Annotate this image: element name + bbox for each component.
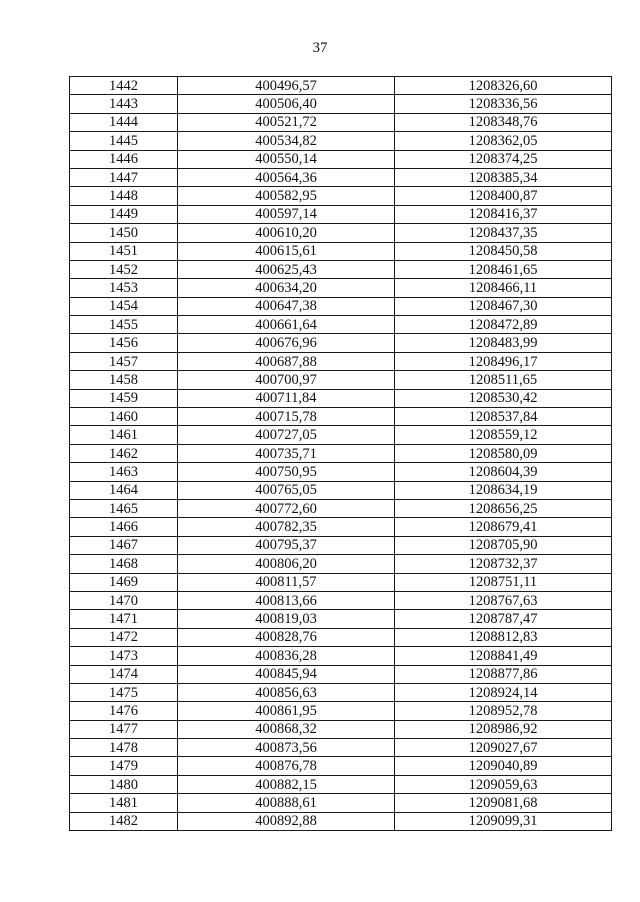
y-coordinate-cell: 1208537,84: [395, 408, 612, 426]
y-coordinate-cell: 1208496,17: [395, 352, 612, 370]
table-row: [70, 242, 612, 260]
x-coordinate-cell: 400750,95: [178, 463, 395, 481]
y-coordinate-cell: 1209099,31: [395, 812, 612, 830]
y-coordinate-cell: 1209059,63: [395, 775, 612, 793]
point-number-cell: 1446: [70, 150, 178, 168]
point-number-cell: 1465: [70, 499, 178, 517]
table-row: [70, 573, 612, 591]
table-row: [70, 628, 612, 646]
point-number-cell: 1454: [70, 297, 178, 315]
table-row: [70, 444, 612, 462]
x-coordinate-cell: 400765,05: [178, 481, 395, 499]
point-number-cell: 1472: [70, 628, 178, 646]
point-number-cell: 1458: [70, 371, 178, 389]
y-coordinate-cell: 1208362,05: [395, 132, 612, 150]
table-row: [70, 665, 612, 683]
point-number-cell: 1459: [70, 389, 178, 407]
x-coordinate-cell: 400625,43: [178, 260, 395, 278]
x-coordinate-cell: 400819,03: [178, 610, 395, 628]
x-coordinate-cell: 400735,71: [178, 444, 395, 462]
table-row: [70, 610, 612, 628]
table-row: [70, 702, 612, 720]
x-coordinate-cell: 400888,61: [178, 794, 395, 812]
y-coordinate-cell: 1208787,47: [395, 610, 612, 628]
x-coordinate-cell: 400806,20: [178, 555, 395, 573]
point-number-cell: 1447: [70, 168, 178, 186]
y-coordinate-cell: 1208385,34: [395, 168, 612, 186]
y-coordinate-cell: 1208467,30: [395, 297, 612, 315]
x-coordinate-cell: 400496,57: [178, 77, 395, 95]
y-coordinate-cell: 1208986,92: [395, 720, 612, 738]
point-number-cell: 1451: [70, 242, 178, 260]
table-row: [70, 739, 612, 757]
table-row: [70, 95, 612, 113]
x-coordinate-cell: 400845,94: [178, 665, 395, 683]
y-coordinate-cell: 1208326,60: [395, 77, 612, 95]
point-number-cell: 1450: [70, 224, 178, 242]
x-coordinate-cell: 400892,88: [178, 812, 395, 830]
point-number-cell: 1460: [70, 408, 178, 426]
point-number-cell: 1442: [70, 77, 178, 95]
point-number-cell: 1469: [70, 573, 178, 591]
y-coordinate-cell: 1208348,76: [395, 113, 612, 131]
x-coordinate-cell: 400564,36: [178, 168, 395, 186]
point-number-cell: 1466: [70, 518, 178, 536]
table-row: [70, 499, 612, 517]
y-coordinate-cell: 1209040,89: [395, 757, 612, 775]
point-number-cell: 1480: [70, 775, 178, 793]
x-coordinate-cell: 400811,57: [178, 573, 395, 591]
y-coordinate-cell: 1208437,35: [395, 224, 612, 242]
y-coordinate-cell: 1208812,83: [395, 628, 612, 646]
y-coordinate-cell: 1208559,12: [395, 426, 612, 444]
y-coordinate-cell: 1208416,37: [395, 205, 612, 223]
point-number-cell: 1479: [70, 757, 178, 775]
table-row: [70, 187, 612, 205]
point-number-cell: 1481: [70, 794, 178, 812]
table-row: [70, 757, 612, 775]
y-coordinate-cell: 1208461,65: [395, 260, 612, 278]
x-coordinate-cell: 400856,63: [178, 683, 395, 701]
point-number-cell: 1445: [70, 132, 178, 150]
table-row: [70, 794, 612, 812]
coordinates-table-body: [70, 77, 612, 831]
point-number-cell: 1461: [70, 426, 178, 444]
table-row: [70, 775, 612, 793]
x-coordinate-cell: 400610,20: [178, 224, 395, 242]
y-coordinate-cell: 1209081,68: [395, 794, 612, 812]
table-row: [70, 132, 612, 150]
table-row: [70, 812, 612, 830]
y-coordinate-cell: 1208656,25: [395, 499, 612, 517]
point-number-cell: 1443: [70, 95, 178, 113]
y-coordinate-cell: 1209027,67: [395, 739, 612, 757]
table-row: [70, 260, 612, 278]
point-number-cell: 1444: [70, 113, 178, 131]
point-number-cell: 1475: [70, 683, 178, 701]
table-row: [70, 463, 612, 481]
y-coordinate-cell: 1208732,37: [395, 555, 612, 573]
point-number-cell: 1474: [70, 665, 178, 683]
y-coordinate-cell: 1208751,11: [395, 573, 612, 591]
table-row: [70, 352, 612, 370]
table-row: [70, 77, 612, 95]
table-row: [70, 389, 612, 407]
x-coordinate-cell: 400661,64: [178, 316, 395, 334]
x-coordinate-cell: 400876,78: [178, 757, 395, 775]
table-row: [70, 334, 612, 352]
table-row: [70, 316, 612, 334]
x-coordinate-cell: 400534,82: [178, 132, 395, 150]
table-row: [70, 518, 612, 536]
x-coordinate-cell: 400506,40: [178, 95, 395, 113]
table-row: [70, 168, 612, 186]
y-coordinate-cell: 1208483,99: [395, 334, 612, 352]
x-coordinate-cell: 400836,28: [178, 647, 395, 665]
x-coordinate-cell: 400882,15: [178, 775, 395, 793]
table-row: [70, 150, 612, 168]
table-row: [70, 279, 612, 297]
point-number-cell: 1452: [70, 260, 178, 278]
y-coordinate-cell: 1208877,86: [395, 665, 612, 683]
point-number-cell: 1457: [70, 352, 178, 370]
x-coordinate-cell: 400868,32: [178, 720, 395, 738]
point-number-cell: 1477: [70, 720, 178, 738]
x-coordinate-cell: 400795,37: [178, 536, 395, 554]
y-coordinate-cell: 1208580,09: [395, 444, 612, 462]
y-coordinate-cell: 1208400,87: [395, 187, 612, 205]
y-coordinate-cell: 1208952,78: [395, 702, 612, 720]
point-number-cell: 1455: [70, 316, 178, 334]
y-coordinate-cell: 1208679,41: [395, 518, 612, 536]
x-coordinate-cell: 400687,88: [178, 352, 395, 370]
y-coordinate-cell: 1208450,58: [395, 242, 612, 260]
x-coordinate-cell: 400647,38: [178, 297, 395, 315]
x-coordinate-cell: 400597,14: [178, 205, 395, 223]
table-row: [70, 297, 612, 315]
y-coordinate-cell: 1208705,90: [395, 536, 612, 554]
point-number-cell: 1482: [70, 812, 178, 830]
x-coordinate-cell: 400715,78: [178, 408, 395, 426]
y-coordinate-cell: 1208924,14: [395, 683, 612, 701]
table-row: [70, 205, 612, 223]
point-number-cell: 1462: [70, 444, 178, 462]
y-coordinate-cell: 1208604,39: [395, 463, 612, 481]
y-coordinate-cell: 1208767,63: [395, 591, 612, 609]
x-coordinate-cell: 400615,61: [178, 242, 395, 260]
x-coordinate-cell: 400700,97: [178, 371, 395, 389]
y-coordinate-cell: 1208336,56: [395, 95, 612, 113]
y-coordinate-cell: 1208466,11: [395, 279, 612, 297]
x-coordinate-cell: 400521,72: [178, 113, 395, 131]
x-coordinate-cell: 400828,76: [178, 628, 395, 646]
point-number-cell: 1467: [70, 536, 178, 554]
table-row: [70, 113, 612, 131]
point-number-cell: 1471: [70, 610, 178, 628]
x-coordinate-cell: 400582,95: [178, 187, 395, 205]
point-number-cell: 1453: [70, 279, 178, 297]
table-row: [70, 555, 612, 573]
y-coordinate-cell: 1208634,19: [395, 481, 612, 499]
y-coordinate-cell: 1208841,49: [395, 647, 612, 665]
table-row: [70, 591, 612, 609]
table-row: [70, 720, 612, 738]
x-coordinate-cell: 400727,05: [178, 426, 395, 444]
y-coordinate-cell: 1208511,65: [395, 371, 612, 389]
point-number-cell: 1456: [70, 334, 178, 352]
point-number-cell: 1449: [70, 205, 178, 223]
x-coordinate-cell: 400782,35: [178, 518, 395, 536]
table-row: [70, 536, 612, 554]
coordinates-table: [69, 76, 612, 831]
x-coordinate-cell: 400772,60: [178, 499, 395, 517]
x-coordinate-cell: 400550,14: [178, 150, 395, 168]
y-coordinate-cell: 1208374,25: [395, 150, 612, 168]
x-coordinate-cell: 400676,96: [178, 334, 395, 352]
table-row: [70, 408, 612, 426]
table-row: [70, 371, 612, 389]
x-coordinate-cell: 400873,56: [178, 739, 395, 757]
table-row: [70, 224, 612, 242]
x-coordinate-cell: 400813,66: [178, 591, 395, 609]
x-coordinate-cell: 400711,84: [178, 389, 395, 407]
y-coordinate-cell: 1208472,89: [395, 316, 612, 334]
table-row: [70, 481, 612, 499]
point-number-cell: 1476: [70, 702, 178, 720]
page-number: 37: [312, 40, 328, 56]
point-number-cell: 1470: [70, 591, 178, 609]
point-number-cell: 1468: [70, 555, 178, 573]
point-number-cell: 1448: [70, 187, 178, 205]
table-row: [70, 426, 612, 444]
point-number-cell: 1463: [70, 463, 178, 481]
point-number-cell: 1473: [70, 647, 178, 665]
point-number-cell: 1478: [70, 739, 178, 757]
point-number-cell: 1464: [70, 481, 178, 499]
x-coordinate-cell: 400861,95: [178, 702, 395, 720]
table-row: [70, 647, 612, 665]
table-row: [70, 683, 612, 701]
x-coordinate-cell: 400634,20: [178, 279, 395, 297]
y-coordinate-cell: 1208530,42: [395, 389, 612, 407]
